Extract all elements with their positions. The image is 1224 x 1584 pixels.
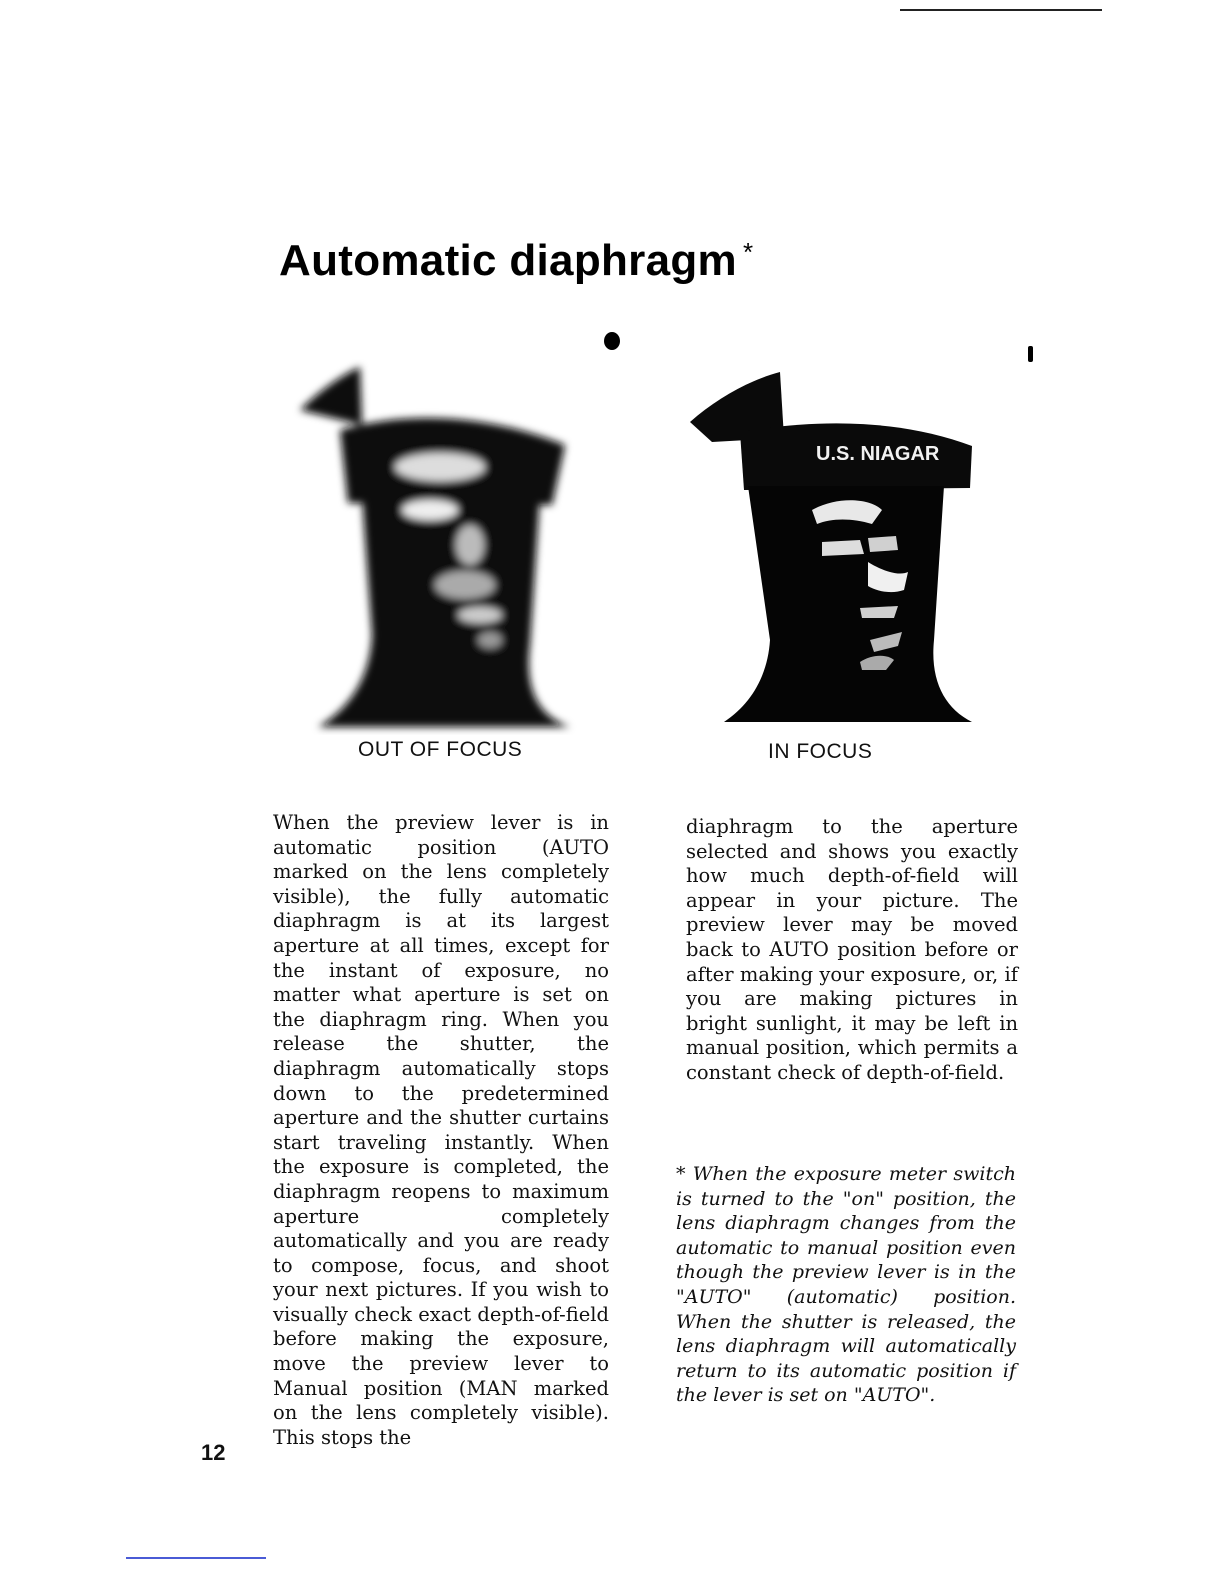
- cap-band-text: U.S. NIAGAR: [816, 443, 940, 465]
- out-of-focus-caption: OUT OF FOCUS: [358, 738, 523, 761]
- body-text-right-column: diaphragm to the aperture selected and shows you exactly how much depth-of-field will appear in your picture. The preview lever may be moved back to AUTO position before or after making your exposure, or, if you are making pictures in bright sunlight, it may be left in manual position, which permits a constant check of depth-of-field.: [686, 815, 1018, 1084]
- page-number: 12: [201, 1440, 226, 1465]
- top-rule: [900, 9, 1102, 11]
- stray-dot: [604, 332, 620, 350]
- out-of-focus-photo: [290, 355, 590, 735]
- bottom-rule: [126, 1557, 266, 1559]
- in-focus-caption: IN FOCUS: [768, 740, 873, 763]
- in-focus-photo: [672, 310, 1032, 740]
- footnote: * When the exposure meter switch is turned to the "on" position, the lens diaphragm changes from the automatic to manual position even though the preview lever is in the "AUTO" (automatic) position. When the shutter is released, the lens diaphragm will automatically return to its automatic position if the lever is set on "AUTO".: [676, 1163, 1016, 1407]
- title-footnote-marker: *: [742, 237, 754, 267]
- page-title: [279, 236, 753, 286]
- body-text-left-column: When the preview lever is in automatic position (AUTO marked on the lens completely visible), the fully automatic diaphragm is at its largest aperture at all times, except for the instant of exposure, no matter what aperture is set on the diaphragm ring. When you release the shutter, the diaphragm automatically stops down to the predetermined aperture and the shutter curtains start traveling instantly. When the exposure is completed, the diaphragm reopens to maximum aperture completely automatically and you are ready to compose, focus, and shoot your next pictures. If you wish to visually check exact depth-of-field before making the exposure, move the preview lever to Manual position (MAN marked on the lens completely visible). This stops the: [273, 811, 609, 1449]
- page-title-text: Automatic diaphragm: [279, 236, 737, 285]
